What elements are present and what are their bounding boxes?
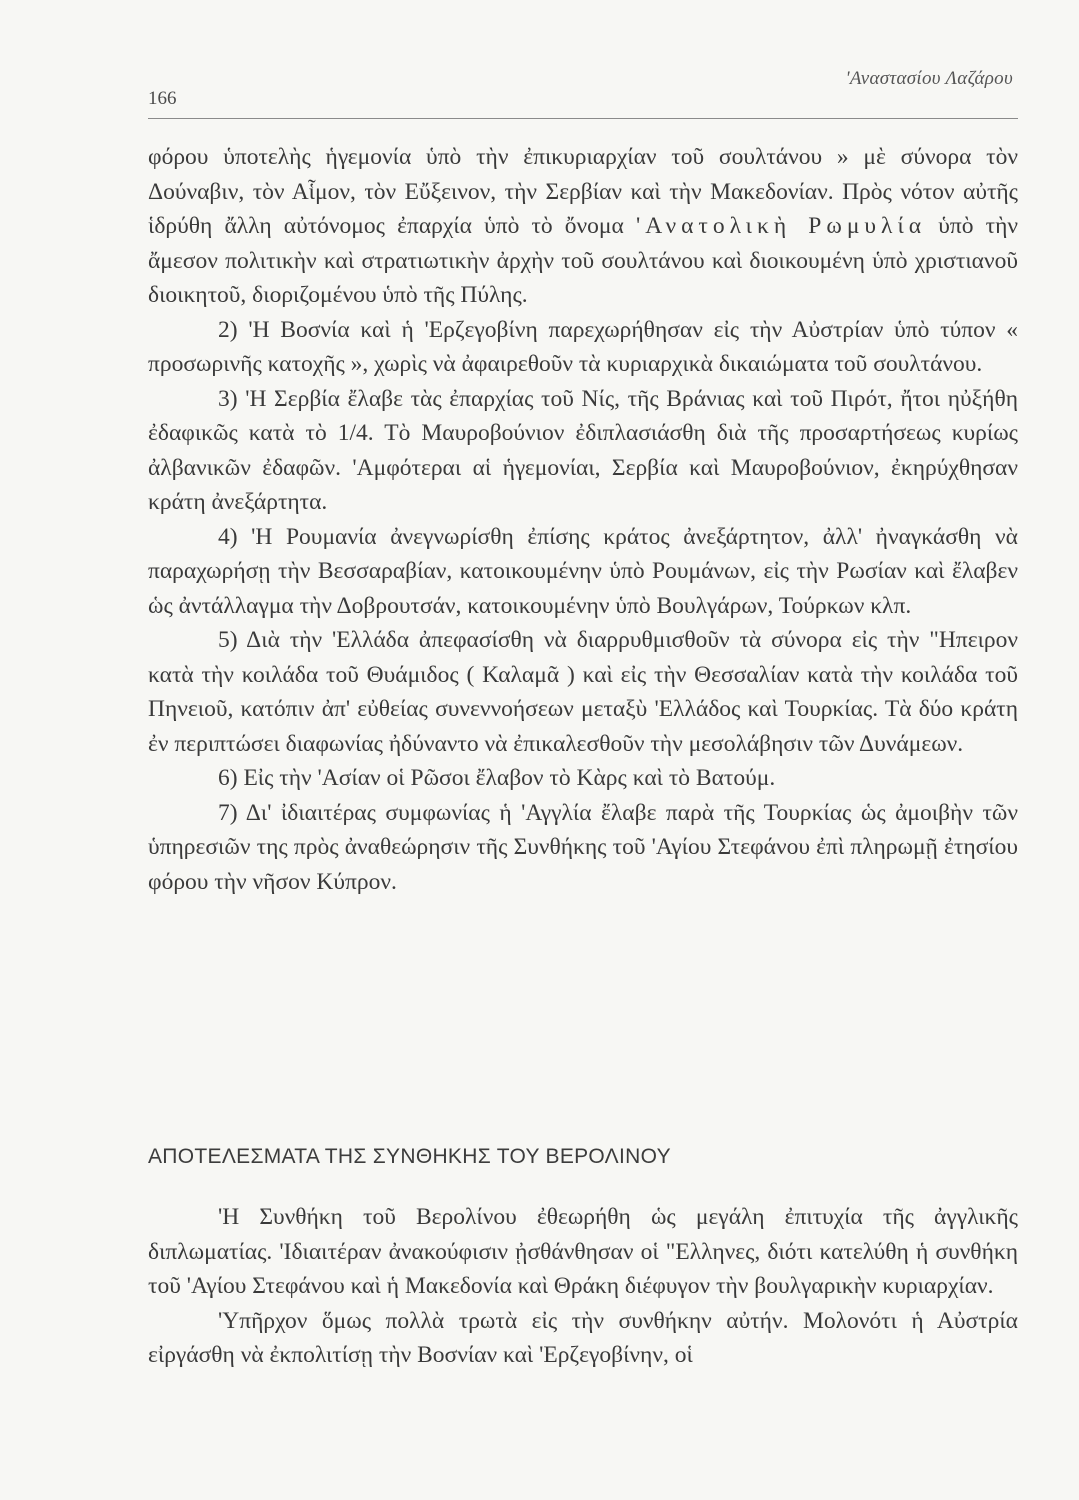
paragraph-continued xyxy=(148,140,1018,313)
paragraph-text: φόρου ὑποτελὴς ἡγεμονία ὑπὸ τὴν ἐπικυριαρχίαν τοῦ σουλτάνου » μὲ σύνορα τὸν Δούναβιν, τὸν Αἷμον, τὸν Εὔξεινον, τὴν Σερβίαν καὶ τὴν Μακεδονίαν. Πρὸς νότον αὐτῆς ἱδρύθη ἄλλη αὐτόνομος ἐπαρχία ὑπὸ τὸ ὄνομα xyxy=(148,144,1018,239)
paragraph-text: ὑπὸ τὴν ἄμεσον πολιτικὴν καὶ στρατιωτικὴν ἀρχὴν τοῦ σουλτάνου καὶ διοικουμένη ὑπὸ χριστιανοῦ διοικητοῦ, διοριζομένου ὑπὸ τῆς Πύλης. xyxy=(148,213,1018,308)
paragraph-item-7: 7) Δι' ἰδιαιτέρας συμφωνίας ἡ 'Αγγλία ἔλαβε παρὰ τῆς Τουρκίας ὡς ἀμοιβὴν τῶν ὑπηρεσιῶν της πρὸς ἀναθεώρησιν τῆς Συνθήκης τοῦ 'Αγίου Στεφάνου ἐπὶ πληρωμῇ ἐτησίου φόρου τὴν νῆσον Κύπρον. xyxy=(148,799,1018,895)
header-rule xyxy=(148,118,1018,119)
main-text xyxy=(148,140,1018,899)
running-head: 'Αναστασίου Λαζάρου xyxy=(845,68,1013,89)
paragraph-item-3: 3) 'Η Σερβία ἔλαβε τὰς ἐπαρχίας τοῦ Νίς, τῆς Βράνιας καὶ τοῦ Πιρότ, ἤτοι ηὐξήθη ἐδαφικῶς κατὰ τὸ 1/4. Τὸ Μαυροβούνιον ἐδιπλασιάσθη διὰ τῆς προσαρτήσεως κυρίως ἀλβανικῶν ἐδαφῶν. 'Αμφότεραι αἱ ἡγεμονίαι, Σερβία καὶ Μαυροβούνιον, ἐκηρύχθησαν κράτη ἀνεξάρτητα. xyxy=(148,385,1018,515)
section-heading: ΑΠΟΤΕΛΕΣΜΑΤΑ ΤΗΣ ΣΥΝΘΗΚΗΣ ΤΟΥ ΒΕΡΟΛΙΝΟΥ xyxy=(148,1145,671,1168)
paragraph-item-4: 4) 'Η Ρουμανία ἀνεγνωρίσθη ἐπίσης κράτος ἀνεξάρτητον, ἀλλ' ἠναγκάσθη νὰ παραχωρήσῃ τὴν Βεσσαραβίαν, κατοικουμένην ὑπὸ Ρουμάνων, εἰς τὴν Ρωσίαν καὶ ἔλαβεν ὡς ἀντάλλαγμα τὴν Δοβρουτσάν, κατοικουμένην ὑπὸ Βουλγάρων, Τούρκων κλπ. xyxy=(148,523,1018,619)
section-paragraph-1: 'Η Συνθήκη τοῦ Βερολίνου ἐθεωρήθη ὡς μεγάλη ἐπιτυχία τῆς ἀγγλικῆς διπλωματίας. 'Ιδιαιτέραν ἀνακούφισιν ᾐσθάνθησαν οἱ "Ελληνες, διότι κατελύθη ἡ συνθήκη τοῦ 'Αγίου Στεφάνου καὶ ἡ Μακεδονία καὶ Θράκη διέφυγον τὴν βουλγαρικὴν κυριαρχίαν. xyxy=(148,1204,1018,1299)
paragraph-item-5: 5) Διὰ τὴν 'Ελλάδα ἀπεφασίσθη νὰ διαρρυθμισθοῦν τὰ σύνορα εἰς τὴν "Ηπειρον κατὰ τὴν κοιλάδα τοῦ Θυάμιδος ( Καλαμᾶ ) καὶ εἰς τὴν Θεσσαλίαν κατὰ τὴν κοιλάδα τοῦ Πηνειοῦ, κατόπιν ἀπ' εὐθείας συνεννοήσεων μεταξὺ 'Ελλάδος καὶ Τουρκίας. Τὰ δύο κράτη ἐν περιπτώσει διαφωνίας ἠδύναντο νὰ ἐπικαλεσθοῦν τὴν μεσολάβησιν τῶν Δυνάμεων. xyxy=(148,627,1018,757)
section-paragraph-2: 'Υπῆρχον ὅμως πολλὰ τρωτὰ εἰς τὴν συνθήκην αὐτήν. Μολονότι ἡ Αὐστρία εἰργάσθη νὰ ἐκπολιτίσῃ τὴν Βοσνίαν καὶ 'Ερζεγοβίνην, οἱ xyxy=(148,1307,1018,1368)
spaced-term: 'Ανατολικὴ Ρωμυλία xyxy=(635,213,927,239)
page-number: 166 xyxy=(148,88,177,109)
section-text xyxy=(148,1200,1018,1373)
paragraph-item-6: 6) Εἰς τὴν 'Ασίαν οἱ Ρῶσοι ἔλαβον τὸ Κὰρς καὶ τὸ Βατούμ. xyxy=(218,765,776,791)
paragraph-item-2: 2) 'Η Βοσνία καὶ ἡ 'Ερζεγοβίνη παρεχωρήθησαν εἰς τὴν Αὐστρίαν ὑπὸ τύπον « προσωρινῆς κατοχῆς », χωρὶς νὰ ἀφαιρεθοῦν τὰ κυριαρχικὰ δικαιώματα τοῦ σουλτάνου. xyxy=(148,316,1018,377)
